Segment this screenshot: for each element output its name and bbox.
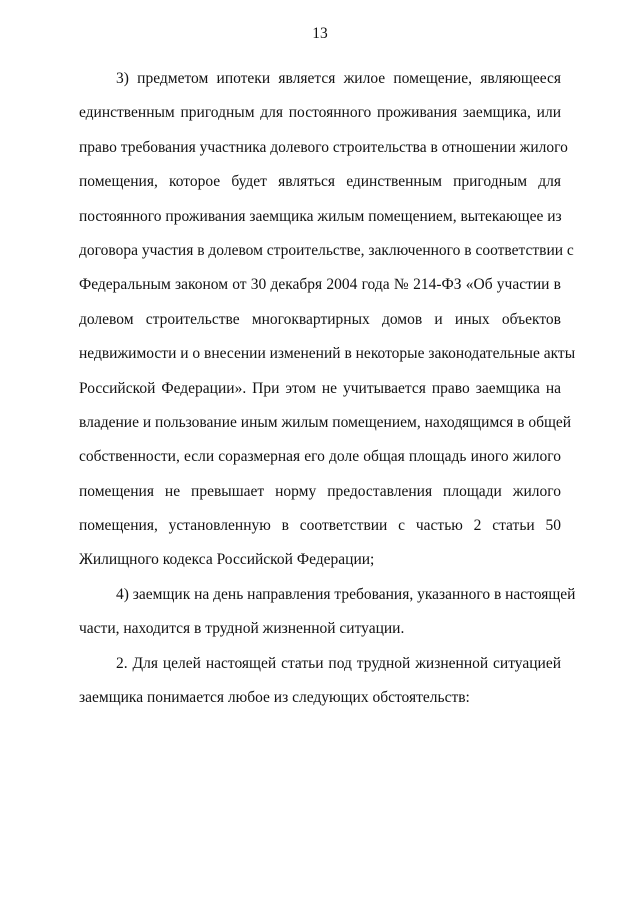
text-line: Жилищного кодекса Российской Федерации; [79,551,375,569]
body-text [79,62,576,715]
text-line: 4) заемщик на день направления требования, указанного в настоящей [116,585,576,603]
text-line: постоянного проживания заемщика жилым помещением, вытекающее из [79,207,562,225]
text-line: части, находится в трудной жизненной ситуации. [79,620,405,638]
text-line: помещения, установленную в соответствии с частью 2 статьи 50 [79,517,561,535]
text-line: заемщика понимается любое из следующих обстоятельств: [79,689,470,707]
text-line: помещения, которое будет являться единственным пригодным для [79,173,561,191]
paragraph-item-4 [79,578,576,647]
text-line: договора участия в долевом строительстве, заключенного в соответствии с [79,241,574,259]
text-line: недвижимости и о внесении изменений в некоторые законодательные акты [79,345,576,363]
text-line: Российской Федерации». При этом не учитывается право заемщика на [79,379,561,397]
text-line: владение и пользование иным жилым помещением, находящимся в общей [79,413,572,431]
page-number: 13 [312,25,328,42]
paragraph-section-2 [79,647,561,716]
text-line: долевом строительстве многоквартирных домов и иных объектов [79,310,561,328]
text-line: собственности, если соразмерная его доле общая площадь иного жилого [79,448,561,466]
text-line: 2. Для целей настоящей статьи под трудной жизненной ситуацией [116,654,561,672]
text-line: право требования участника долевого строительства в отношении жилого [79,138,568,156]
paragraph-item-3 [79,62,576,578]
text-line: единственным пригодным для постоянного проживания заемщика, или [79,104,561,122]
text-line: помещения не превышает норму предоставления площади жилого [79,482,561,500]
text-line: Федеральным законом от 30 декабря 2004 года № 214-ФЗ «Об участии в [79,276,561,294]
text-line: 3) предметом ипотеки является жилое помещение, являющееся [116,70,561,87]
